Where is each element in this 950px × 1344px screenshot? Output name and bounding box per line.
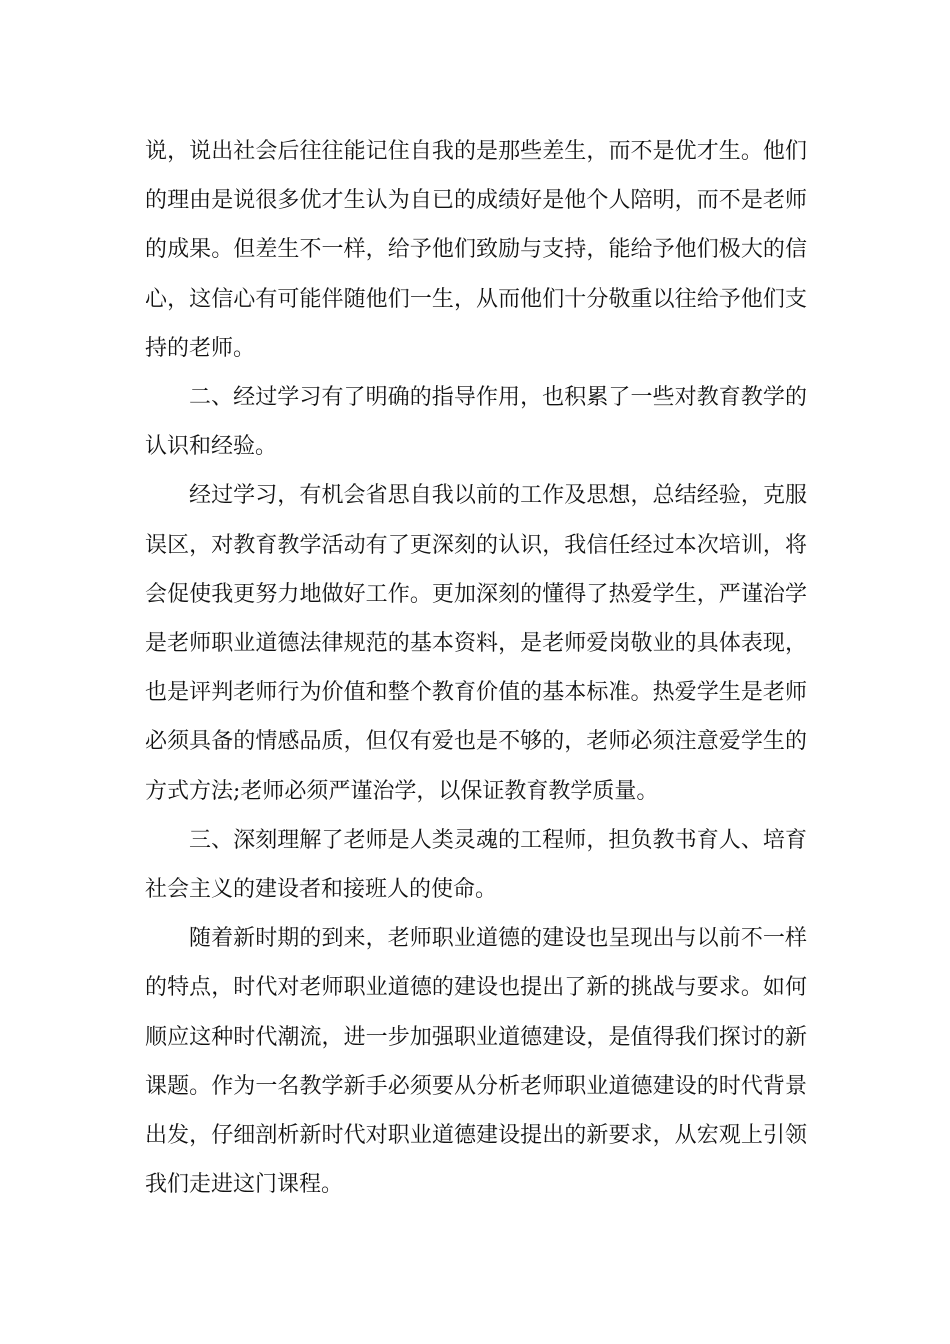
paragraph-section-two-body: 经过学习，有机会省思自我以前的工作及思想，总结经验，克服误区，对教育教学活动有了更深刻的认识，我信任经过本次培训，将会促使我更努力地做好工作。更加深刻的懂得了热爱学生，严谨治学是老师职业道德法律规范的基本资料，是老师爱岗敬业的具体表现，也是评判老师行为价值和整个教育价值的基本标准。热爱学生是老师必须具备的情感品质，但仅有爱也是不够的，老师必须注意爱学生的方式方法;老师必须严谨治学，以保证教育教学质量。	[145, 483, 807, 804]
paragraph-section-three-body: 随着新时期的到来，老师职业道德的建设也呈现出与以前不一样的特点，时代对老师职业道德的建设也提出了新的挑战与要求。如何顺应这种时代潮流，进一步加强职业道德建设，是值得我们探讨的新课题。作为一名教学新手必须要从分析老师职业道德建设的时代背景出发，仔细剖析新时代对职业道德建设提出的新要求，从宏观上引领我们走进这门课程。	[145, 926, 807, 1198]
paragraph-section-two-heading: 二、经过学习有了明确的指导作用，也积累了一些对教育教学的认识和经验。	[145, 385, 807, 460]
paragraph-continued: 说，说出社会后往往能记住自我的是那些差生，而不是优才生。他们的理由是说很多优才生认为自已的成绩好是他个人陪明，而不是老师的成果。但差生不一样，给予他们致励与支持，能给予他们极大的信心，这信心有可能伴随他们一生，从而他们十分敬重以往给予他们支持的老师。	[145, 139, 807, 361]
paragraph-section-three-heading: 三、深刻理解了老师是人类灵魂的工程师，担负教书育人、培育社会主义的建设者和接班人的使命。	[145, 827, 807, 903]
document-body	[145, 127, 807, 1209]
